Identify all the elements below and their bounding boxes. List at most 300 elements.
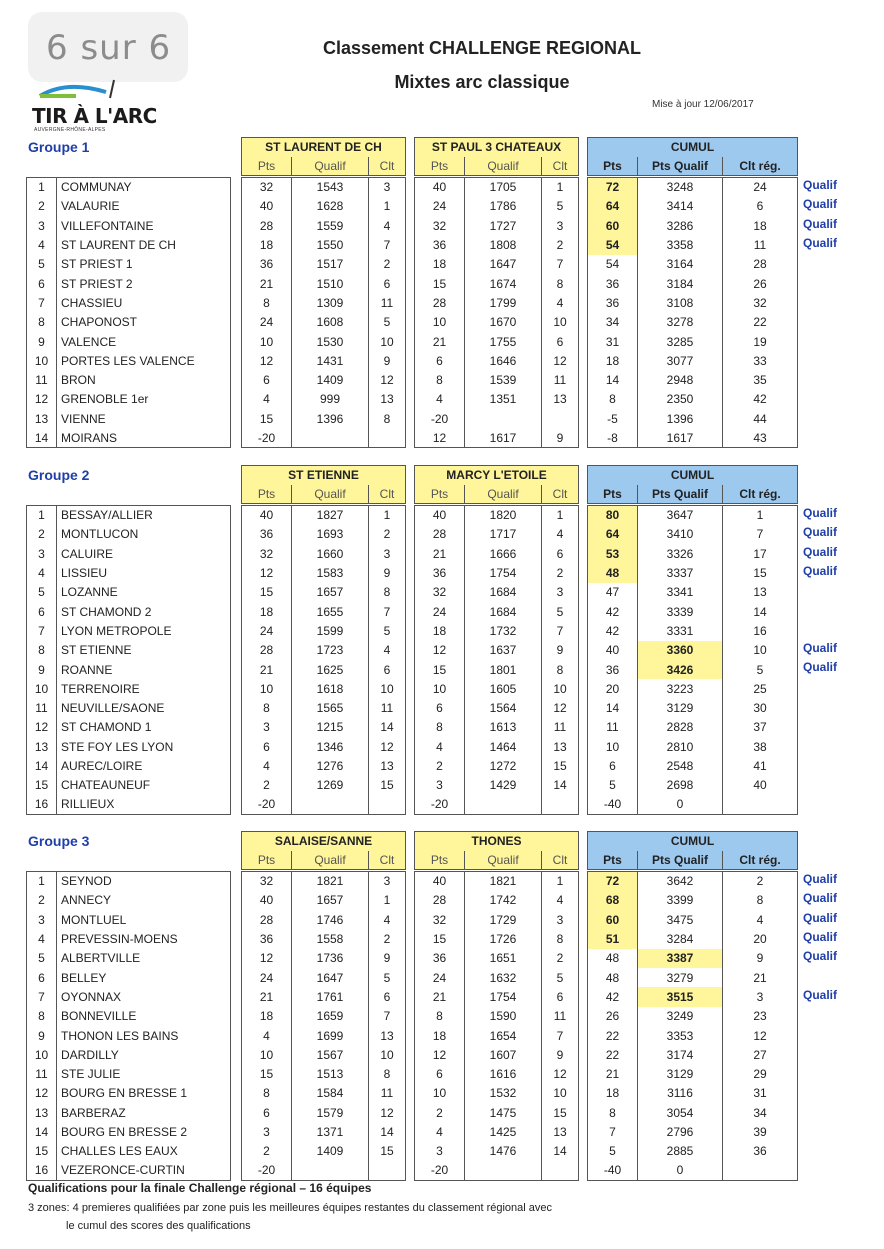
qualif-cell: 1309 [292,293,369,312]
cumul-header [587,465,798,504]
rank-cell: 9 [27,1026,57,1045]
competition-header [241,465,406,504]
cumul-results [587,871,798,1181]
pts-cell: 21 [242,274,292,293]
clt-cell: 2 [369,929,406,948]
cumul-pts-cell: 18 [588,351,638,370]
clt-cell: 8 [369,1064,406,1083]
cumul-clt-cell: 8 [723,891,798,910]
cumul-clt-cell: 35 [723,370,798,389]
table-row [415,718,579,737]
qualif-cell: 1674 [465,274,542,293]
cumul-clt-cell: 18 [723,216,798,235]
qualif-cell: 1567 [292,1045,369,1064]
table-row [27,428,231,447]
table-row [588,544,798,563]
rank-cell: 11 [27,370,57,389]
col-header-clt: Clt [369,157,406,176]
cumul-pts-cell: 7 [588,1122,638,1141]
col-header-clt: Clt [542,851,579,870]
table-row [27,910,231,929]
club-name-cell: CALUIRE [57,544,231,563]
pts-cell: 36 [415,235,465,254]
clt-cell: 11 [542,718,579,737]
club-name-cell: COMMUNAY [57,178,231,197]
rank-cell: 10 [27,351,57,370]
qualif-cell: 1655 [292,602,369,621]
club-name-cell: ALBERTVILLE [57,949,231,968]
rank-cell: 13 [27,409,57,428]
table-row [588,679,798,698]
pts-cell: -20 [242,428,292,447]
table-row [27,1084,231,1103]
cumul-pts-cell: -5 [588,409,638,428]
table-row [415,795,579,814]
qualif-cell: 1346 [292,737,369,756]
table-row [27,351,231,370]
club-name-cell: ST CHAMOND 2 [57,602,231,621]
table-row [242,660,406,679]
clt-cell: 9 [542,1045,579,1064]
cumul-clt-cell: 21 [723,968,798,987]
clt-cell: 15 [369,776,406,795]
pts-cell: 32 [242,544,292,563]
qualif-cell: 1475 [465,1103,542,1122]
rank-cell: 14 [27,428,57,447]
club-name-cell: THONON LES BAINS [57,1026,231,1045]
group-title: Groupe 2 [28,467,90,483]
cumul-pts-cell: 11 [588,718,638,737]
table-row [588,1142,798,1161]
table-row [415,255,579,274]
qualif-cell: 1808 [465,235,542,254]
table-row [588,929,798,948]
clt-cell: 5 [542,968,579,987]
qualif-label: Qualif [803,949,838,964]
pts-cell: 10 [415,1084,465,1103]
table-row [242,525,406,544]
qualif-cell: 1464 [465,737,542,756]
clt-cell: 3 [369,178,406,197]
table-row [242,255,406,274]
rank-cell: 5 [27,255,57,274]
table-row [27,1007,231,1026]
pts-cell: 40 [242,891,292,910]
qualif-cell: 1565 [292,698,369,717]
table-row [242,1045,406,1064]
cumul-qualif-cell: 3515 [638,987,723,1006]
table-row [242,1103,406,1122]
cumul-pts-cell: 48 [588,949,638,968]
table-row [415,428,579,447]
table-row [415,1161,579,1180]
qualif-cell: 1276 [292,756,369,775]
cumul-qualif-cell: 3339 [638,602,723,621]
cumul-title: CUMUL [588,832,798,851]
clt-cell: 14 [542,1142,579,1161]
club-name-cell: VEZERONCE-CURTIN [57,1161,231,1180]
club-name-cell: DARDILLY [57,1045,231,1064]
competition-name: MARCY L'ETOILE [415,466,579,485]
cumul-pts-cell: 10 [588,737,638,756]
table-row [27,718,231,737]
club-name-cell: ST LAURENT DE CH [57,235,231,254]
pts-cell: 15 [242,409,292,428]
cumul-pts-cell: 5 [588,776,638,795]
table-row [588,660,798,679]
competition-header [241,137,406,176]
clt-cell: 1 [369,197,406,216]
cumul-qualif-cell: 3337 [638,563,723,582]
update-date: Mise à jour 12/06/2017 [652,99,754,110]
table-row [242,641,406,660]
table-row [27,602,231,621]
pts-cell: 12 [242,563,292,582]
qualif-label: Qualif [803,929,838,944]
pts-cell: 3 [415,1142,465,1161]
qualif-label: Qualif [803,506,838,520]
col-header-cumul-pts: Pts [588,157,638,176]
cumul-qualif-cell: 3642 [638,872,723,891]
table-row [242,563,406,582]
cumul-pts-cell: 60 [588,216,638,235]
table-row [415,351,579,370]
qualif-cell: 1429 [465,776,542,795]
table-row [415,968,579,987]
competition-header [414,831,579,870]
clt-cell: 9 [369,949,406,968]
qualif-cell: 1510 [292,274,369,293]
table-row [415,660,579,679]
pts-cell: 10 [242,679,292,698]
qualif-cell: 1628 [292,197,369,216]
qualif-cell [465,1161,542,1180]
clt-cell: 12 [542,698,579,717]
qualif-cell: 1632 [465,968,542,987]
qualif-cell: 1660 [292,544,369,563]
clt-cell: 4 [542,525,579,544]
table-row [588,1122,798,1141]
pts-cell: -20 [415,409,465,428]
cumul-clt-cell: 14 [723,602,798,621]
qualif-label: Qualif [803,216,838,231]
table-row [242,1007,406,1026]
table-row [588,583,798,602]
cumul-clt-cell: 33 [723,351,798,370]
pts-cell: 32 [415,583,465,602]
cumul-clt-cell: 15 [723,563,798,582]
clt-cell: 7 [542,621,579,640]
qualif-cell: 1476 [465,1142,542,1161]
qualif-cell: 1657 [292,583,369,602]
clt-cell: 6 [542,987,579,1006]
qualif-label: Qualif [803,525,838,540]
table-row [415,583,579,602]
rank-cell: 7 [27,621,57,640]
clt-cell: 6 [369,274,406,293]
table-row [27,987,231,1006]
table-row [415,390,579,409]
clt-cell: 15 [369,1142,406,1161]
pts-cell: 36 [415,563,465,582]
table-row [242,949,406,968]
club-name-cell: PREVESSIN-MOENS [57,929,231,948]
cumul-pts-cell: 18 [588,1084,638,1103]
cumul-pts-cell: 80 [588,506,638,525]
pts-cell: 40 [415,178,465,197]
table-row [415,621,579,640]
group-title: Groupe 3 [28,833,90,849]
table-row [27,968,231,987]
cumul-qualif-cell: 3647 [638,506,723,525]
cumul-clt-cell: 2 [723,872,798,891]
pts-cell: 12 [415,1045,465,1064]
competition-name: ST LAURENT DE CH [242,138,406,157]
table-row [588,506,798,525]
pts-cell: 3 [242,1122,292,1141]
table-row [415,776,579,795]
table-row [415,370,579,389]
qualif-label: Qualif [803,544,838,559]
cumul-clt-cell: 12 [723,1026,798,1045]
cumul-qualif-cell: 1617 [638,428,723,447]
table-row [242,583,406,602]
table-row [242,293,406,312]
table-row [27,737,231,756]
qualif-label: Qualif [803,910,838,925]
rank-cell: 1 [27,506,57,525]
cumul-qualif-cell: 3414 [638,197,723,216]
table-row [415,293,579,312]
pts-cell: 36 [242,255,292,274]
cumul-clt-cell: 41 [723,756,798,775]
table-row [415,910,579,929]
rank-cell: 11 [27,1064,57,1083]
club-name-cell: MONTLUEL [57,910,231,929]
clt-cell: 2 [542,235,579,254]
pts-cell: 8 [415,370,465,389]
clt-cell: 15 [542,1103,579,1122]
table-row [242,929,406,948]
cumul-qualif-cell: 3129 [638,1064,723,1083]
clt-cell: 6 [369,987,406,1006]
table-row [415,602,579,621]
cumul-clt-cell: 31 [723,1084,798,1103]
clt-cell: 11 [369,1084,406,1103]
competition-header [414,137,579,176]
rank-cell: 6 [27,602,57,621]
clt-cell: 7 [542,255,579,274]
clt-cell: 12 [369,737,406,756]
pts-cell: -20 [415,795,465,814]
pts-cell: 18 [242,602,292,621]
qualif-cell: 1607 [465,1045,542,1064]
club-name-cell: BESSAY/ALLIER [57,506,231,525]
table-row [415,987,579,1006]
pts-cell: 24 [415,968,465,987]
table-row [588,1045,798,1064]
pts-cell: 12 [242,949,292,968]
cumul-clt-cell: 36 [723,1142,798,1161]
cumul-qualif-cell: 3475 [638,910,723,929]
table-row [588,1103,798,1122]
clt-cell: 9 [369,563,406,582]
pts-cell: -20 [415,1161,465,1180]
table-row [242,737,406,756]
clt-cell: 12 [542,1064,579,1083]
col-header-cumul-clt: Clt rég. [723,157,798,176]
pts-cell: 18 [242,1007,292,1026]
pts-cell: 28 [242,910,292,929]
table-row [27,679,231,698]
qualif-cell: 999 [292,390,369,409]
qualif-cell [292,795,369,814]
table-row [415,197,579,216]
clt-cell: 10 [542,679,579,698]
clt-cell [369,795,406,814]
col-header-qualif: Qualif [292,851,369,870]
clt-cell [542,1161,579,1180]
table-row [242,351,406,370]
club-name-cell: BELLEY [57,968,231,987]
pts-cell: 6 [242,1103,292,1122]
table-row [415,525,579,544]
table-row [588,1084,798,1103]
table-row [588,390,798,409]
cumul-qualif-cell: 2548 [638,756,723,775]
clt-cell: 8 [542,274,579,293]
table-row [588,409,798,428]
table-row [27,178,231,197]
cumul-pts-cell: -40 [588,1161,638,1180]
table-row [415,178,579,197]
club-name-cell: ROANNE [57,660,231,679]
pts-cell: 21 [415,332,465,351]
clt-cell: 2 [542,949,579,968]
table-row [415,872,579,891]
pts-cell: 4 [415,737,465,756]
rank-cell: 8 [27,1007,57,1026]
club-name-cell: BRON [57,370,231,389]
qualif-cell: 1754 [465,987,542,1006]
table-row [588,370,798,389]
clt-cell: 9 [369,351,406,370]
clt-cell: 3 [542,910,579,929]
clt-cell [369,428,406,447]
qualif-cell: 1617 [465,428,542,447]
club-name-cell: CHASSIEU [57,293,231,312]
table-row [415,737,579,756]
col-header-pts: Pts [415,851,465,870]
competition-header [414,465,579,504]
qualif-cell: 1670 [465,313,542,332]
table-row [588,987,798,1006]
club-name-cell: BARBERAZ [57,1103,231,1122]
page-title: Classement CHALLENGE REGIONAL [322,38,642,58]
clt-cell: 11 [542,1007,579,1026]
clt-cell: 10 [369,332,406,351]
col-header-cumul-qualif: Pts Qualif [638,851,723,870]
table-row [27,409,231,428]
table-row [415,891,579,910]
clt-cell: 1 [542,872,579,891]
table-row [415,1142,579,1161]
competition-a-results [241,505,406,815]
table-row [588,235,798,254]
rank-cell: 13 [27,737,57,756]
rank-cell: 5 [27,949,57,968]
col-header-cumul-qualif: Pts Qualif [638,157,723,176]
pts-cell: 15 [242,1064,292,1083]
qualif-cell: 1272 [465,756,542,775]
clt-cell: 14 [369,1122,406,1141]
club-name-cell: LISSIEU [57,563,231,582]
cumul-qualif-cell: 3278 [638,313,723,332]
rank-cell: 3 [27,216,57,235]
pts-cell: 6 [415,351,465,370]
qualif-cell: 1409 [292,370,369,389]
page-subtitle: Mixtes arc classique [394,72,570,92]
competition-a-results [241,871,406,1181]
cumul-pts-cell: 54 [588,235,638,254]
clt-cell: 10 [542,313,579,332]
cumul-clt-cell: 20 [723,929,798,948]
qualif-cell: 1723 [292,641,369,660]
pts-cell: 36 [242,525,292,544]
qualif-cell: 1543 [292,178,369,197]
table-row [27,776,231,795]
rank-cell: 4 [27,235,57,254]
rank-cell: 7 [27,987,57,1006]
clt-cell: 13 [369,390,406,409]
pts-cell: 21 [242,987,292,1006]
club-name-cell: STE JULIE [57,1064,231,1083]
qualif-cell: 1618 [292,679,369,698]
qualif-cell: 1726 [465,929,542,948]
table-row [27,563,231,582]
table-row [27,216,231,235]
qualif-cell: 1351 [465,390,542,409]
qualif-cell: 1599 [292,621,369,640]
cumul-pts-cell: 22 [588,1026,638,1045]
col-header-qualif: Qualif [292,157,369,176]
pts-cell: 15 [242,583,292,602]
clt-cell: 11 [542,370,579,389]
table-row [27,949,231,968]
table-row [242,274,406,293]
cumul-qualif-cell: 3164 [638,255,723,274]
qualif-cell: 1425 [465,1122,542,1141]
table-row [27,525,231,544]
clt-cell: 1 [369,506,406,525]
qualif-cell: 1605 [465,679,542,698]
cumul-qualif-cell: 3341 [638,583,723,602]
clt-cell: 2 [369,525,406,544]
club-name-cell: BONNEVILLE [57,1007,231,1026]
table-row [415,641,579,660]
qualif-label: Qualif [803,660,838,675]
table-row [588,795,798,814]
table-row [242,332,406,351]
club-table [26,505,231,815]
rank-cell: 16 [27,795,57,814]
cumul-qualif-cell: 3358 [638,235,723,254]
cumul-qualif-cell: 3410 [638,525,723,544]
cumul-clt-cell: 6 [723,197,798,216]
table-row [415,1122,579,1141]
clt-cell: 11 [369,293,406,312]
qualif-cell: 1705 [465,178,542,197]
